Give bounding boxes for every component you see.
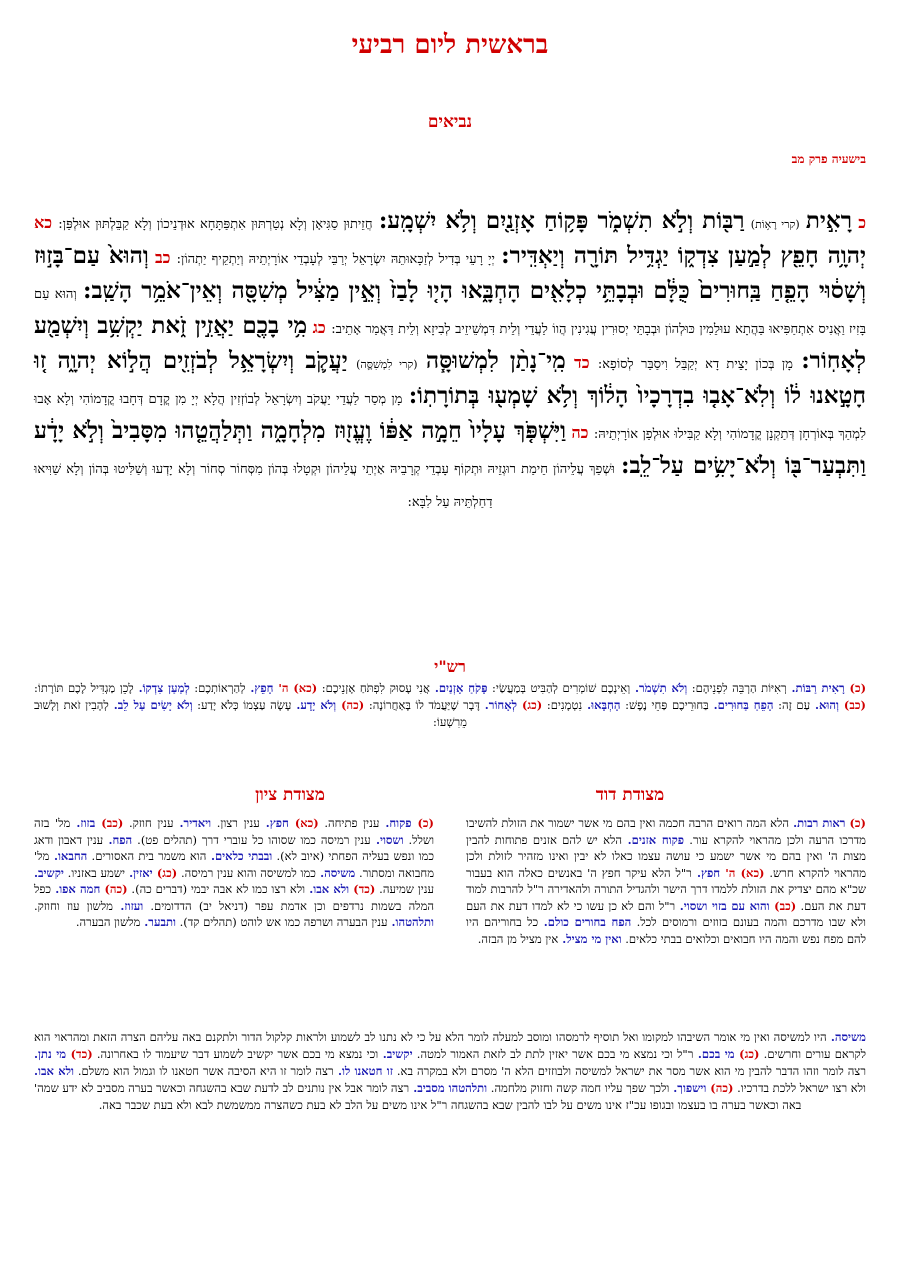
metzudat-david-entry — [478, 932, 622, 946]
entry-lemma: הפח בחורים כולם. — [538, 915, 632, 929]
entry-text: היו למשיסה ואין מי אומר השיבהו למקומו ואל תוסיף לרמסהו ומוסב למעלה לומר הלא על כי לא נתנו לב לשמוע ולראות קלקול הדור ולתקנם באה עליהם הצרה הזאת ומהראוי הוא לקראם עורים וחרשים. — [34, 1030, 866, 1061]
entry-lemma: חמה אפו. — [51, 882, 101, 896]
entry-number: (כא) ה' — [273, 681, 318, 695]
entry-number: (כג) — [152, 865, 178, 880]
entry-lemma: החבאו. — [49, 849, 88, 863]
verse-number: כג — [312, 318, 326, 337]
entry-lemma: ושסוי. — [370, 832, 404, 847]
verse-20 — [52, 207, 867, 234]
verse-text: מִ֥י בָכֶ֖ם יַאֲזִ֣ין זֹ֑את יַקְשִׁ֥ב וְיִשְׁמַ֖ע לְאָחֽוֹר: — [34, 312, 866, 374]
entry-text: ענין הבערה ושרפה כמו אש לוהט (תהלים קד). — [175, 915, 388, 929]
verse-text: יַעֲקֹ֛ב וְיִשְׂרָאֵ֥ל לְבֹזְזִ֖ים הֲל֣וֹא יְהוָ֑ה ז֚וּ חָטָ֣אנוּ ל֔וֹ וְלֹֽא־אָב֤וּ בִדְרָכָיו֙ הָל֔וֹךְ וְלֹ֥א שָׁמְע֖וּ בְּתוֹרָתֽוֹ: — [34, 347, 866, 409]
metzudat-tzion-entry — [123, 816, 211, 830]
entry-lemma: יקשיב. — [378, 1047, 413, 1061]
entry-lemma: לְמַעַן צִדְקוֹ. — [133, 681, 190, 695]
entry-number: (כד) — [349, 882, 376, 896]
entry-lemma: ועזוז. — [112, 898, 144, 913]
entry-text: לָכֵן מַגְדִּיל לָכֶם תּוֹרָתוֹ: — [34, 681, 134, 695]
qere-note: (קרי לִמְשִׁסָּ֛ה) — [356, 358, 418, 371]
entry-number: (כ) — [845, 816, 866, 830]
entry-lemma: פקוח אזנים. — [622, 832, 684, 847]
entry-lemma: ואין מי מציל. — [558, 931, 622, 946]
entry-lemma: והוא עם בזוי ושסוי. — [675, 898, 770, 913]
entry-text: ענין דאבון ודאג כמו ונפש בעליה הפחתי (איוב לא). — [34, 832, 434, 863]
entry-text: כל בחוריהם היו להם מפח נפש והמה היו חבואים וכלואים בבתי כלאים. — [466, 915, 866, 946]
entry-lemma: יאזין. — [124, 865, 153, 880]
entry-text: עַם זֶה: — [773, 698, 811, 712]
metzudat-tzion-entry — [87, 849, 272, 863]
verse-text: רָאִ֣ית — [805, 207, 852, 234]
metzudat-tzion-entry — [34, 899, 143, 913]
entry-text: ר"ל וכי נמצא מי בכם אשר יאזין לתת לב לזאת האמור למטה. — [412, 1047, 694, 1061]
verse-number: כה — [571, 423, 589, 442]
metzudat-david-entry — [93, 1047, 413, 1061]
entry-lemma: ותלהטהו. — [387, 915, 434, 929]
entry-lemma: פקוח. — [379, 816, 412, 830]
metzudat-tzion-entry — [177, 866, 355, 880]
entry-number: (כה) — [336, 698, 365, 712]
entry-text: וְאֵינְכֶם שׁוֹמְרִים לְהַבִּיט בְּמַעֲשַׂי: — [487, 681, 631, 695]
entry-lemma: יקשיב. — [34, 865, 64, 880]
metzudat-david-continuation — [34, 1029, 866, 1114]
entry-lemma: ולא אבו. — [34, 1064, 74, 1078]
targum-text: וְהוּא עַם בָּזִיז וַאֲנִיס אִתְחַפִּיאוּ בַּהֲתָא עוּלֵמִין כּוּלְהוֹן וּבְבָתֵּי יְסוּרִין עֲגִינִין הֲווֹ לַעֲדֵי וְלֵית דִּמְשֵׁיזֵיב לְבִיזָא וְלֵית דַּאֲמַר אָתֵיב: — [34, 287, 866, 337]
entry-number: (כא) — [288, 816, 319, 830]
metzudat-tzion-entry — [132, 833, 403, 847]
entry-text: בַּחוּרֵיכֶם פַּחֵי נֶפֶשׁ: — [620, 698, 709, 712]
entry-text: מל' בזה ושלל. — [34, 816, 435, 847]
metzudat-tzion-entry — [76, 915, 176, 929]
targum-text: מָן מְסַר לַעֲדֵי יַעֲקֹב וְיִשְׂרָאֵל לְבוֹזְזִין הֲלָא יְיָ מִן קֳדָם דְּחָבוּ קֳדָמוֹהִי וְלָא אָבוּ לִמְהַךְ בְּאוֹרְחָן דְּתַקְנָן קֳדָמוֹהִי וְלָא קַבִּילוּ אוּלְפַן אוֹרָיְתֵיהּ: — [34, 392, 866, 442]
entry-text: ישמע באזניו. — [63, 865, 125, 880]
metzudat-david-commentary — [466, 815, 866, 947]
rashi-title: רש"י — [434, 657, 466, 676]
entry-text: ענין רצון. — [211, 816, 260, 830]
metzudat-tzion-entry — [319, 816, 434, 830]
entry-text: הוא משמר בית האסורים. — [87, 849, 207, 863]
verse-number: כ — [858, 213, 867, 232]
entry-text: רצה לומר וזהו הדבר להבין מי הוא אשר מסר את ישראל למשיסה ולבוזזים הלא ה' מסרם ולא במקרה בא. — [392, 1064, 866, 1078]
entry-text: רְאִיּוֹת הַרְבֵּה לִפְנֵיהֶם: — [687, 681, 787, 695]
entry-number: (כד) — [66, 1047, 93, 1061]
entry-text: נִטְמָנִים: — [542, 698, 583, 712]
verse-number: כא — [34, 213, 53, 232]
entry-text: רצה לומר זו היא הסיבה אשר חטאנו לו וגמול הוא משלם. — [73, 1064, 334, 1078]
entry-lemma: ולא אבו. — [305, 882, 350, 896]
entry-lemma: ובבתי כלאים. — [206, 849, 273, 863]
entry-text: ולא רצו ישראל ללכת בדרכיו. — [733, 1081, 866, 1095]
entry-text: מלשון הבערה. — [75, 915, 141, 929]
rashi-commentary — [34, 680, 866, 731]
verse-text: וַיִּשְׁפֹּ֤ךְ עָלָיו֙ חֵמָ֣ה אַפּ֔וֹ וֶעֱז֖וּז מִלְחָמָ֑ה וַתְּלַהֲטֵ֤הוּ מִסָּבִיב֙ וְלֹ֣א יָדָ֔ע וַתִּבְעַר־בּ֖וֹ וְלֹא־יָשִׂ֥ים עַל־לֵֽב: — [34, 417, 866, 479]
verse-number: כד — [574, 353, 590, 372]
entry-lemma: וְהוּא. — [810, 698, 839, 712]
entry-lemma: וְלֹא תִשְׁמֹר. — [630, 681, 688, 695]
rashi-entry — [190, 681, 317, 695]
verse-text: מִֽי־נָתַ֨ן לִמְשׁוּסָּ֧ה — [425, 347, 566, 374]
rashi-entry — [620, 698, 773, 712]
metzudat-david-title: מצודת דוד — [595, 785, 665, 805]
entry-text: דָּבָר שֶׁיַּעֲמֹד לוֹ בָּאַחֲרוֹנָה: — [364, 698, 480, 712]
entry-lemma: חפץ. — [259, 816, 289, 830]
targum-text: וּשְׁפַךְ עֲלֵיהוֹן חֵימַת רוּגְזֵיהּ וּתְקוֹף עָבְדֵי קְרָבֵיהּ אַיְתֵי עֲלֵיהוֹן וּקְטָלוּ בְּהוֹן מִסְּחוֹר סְחוֹר וְלָא יָדְעוּ וְשַׁלִּיטוּ בְּהוֹן וְלָא שַׁוִּיאוּ דַחַלְתֵּיהּ עַל לִבָּא: — [34, 462, 615, 510]
verse-number: כב — [154, 248, 171, 267]
entry-number: (כב) — [838, 698, 866, 712]
entry-text: מלשון עוז וחוזק. — [34, 898, 113, 913]
entry-text: לְהַרְאוֹתְכֶם: — [189, 681, 246, 695]
entry-text: כמו למשיסה והוא ענין רמיסה. — [177, 865, 316, 880]
metzudat-david-entry — [74, 1064, 393, 1078]
page-title: בראשית ליום רביעי — [351, 30, 549, 60]
entry-text: ולא רצו כמו לא אבה יבמי (דברים כה). — [127, 882, 306, 896]
entry-text: ענין רמיסה כמו שסוהו כל עוברי דרך (תהלים פט). — [132, 832, 371, 847]
entry-text: מל' מחבואה ומסתור. — [34, 849, 435, 880]
entry-lemma: הפח. — [103, 832, 133, 847]
entry-lemma: ותלהטהו מסביב. — [409, 1081, 488, 1095]
entry-text: רצה לומר אבל אין נותנים לב לדעת שבא בהשגחה וכאשר בערה מסביב לא ידע שמה' באה וכאשר בערה בו בעצמו ובגופו עכ"ז אינו משים על לבו להבין שבא בהשגחה ר"ל אינו משים על הלב לא בעת כשהצרה ממשמשת לבא ולא בעת שכבר באה. — [34, 1081, 802, 1112]
entry-lemma: וְלֹא יָשִׂים עַל לֵב. — [108, 698, 193, 712]
rashi-entry — [193, 698, 365, 712]
entry-lemma: חפץ. — [691, 865, 721, 880]
metzudat-david-entry — [487, 1081, 733, 1095]
entry-text: ענין שמיעה. — [375, 882, 434, 896]
entry-text: הלא המה רואים הרבה חכמה ואין בהם מי אשר ישמור את הזולת להשיבו מדרכו הרעה ולכן מהראוי להקרא עור. — [466, 816, 866, 847]
rashi-entry — [487, 681, 687, 695]
rashi-entry — [542, 698, 620, 712]
entry-number: (כ) — [844, 681, 867, 695]
entry-number: (כב) — [769, 898, 797, 913]
section-title: נביאים — [427, 112, 473, 132]
metzudat-david-entry — [413, 1047, 760, 1061]
scripture-text — [34, 205, 866, 518]
chapter-label: בישעיה פרק מב — [791, 152, 866, 166]
metzudat-tzion-entry — [176, 915, 434, 929]
entry-number: (כב) — [95, 816, 124, 830]
entry-text: כפל המלה בשמות נרדפים וכן אדמת עפר (דניאל יב) הדדומים. — [34, 882, 434, 913]
entry-text: אֲנִי עָסוּק לִפְתֹּחַ אָזְנֵיכֶם: — [317, 681, 430, 695]
entry-lemma: ראות רבות. — [789, 816, 846, 830]
entry-lemma: פָּקֹחַ אָזְנַיִם. — [429, 681, 488, 695]
entry-text: לְהָבִין זֹאת וְלָשׁוּב מֵרִשְׁעוֹ: — [34, 698, 467, 729]
verse-text: רַבּ֖וֹת וְלֹ֣א תִשְׁמֹ֑ר פָּק֥וֹחַ אָזְנַ֖יִם וְלֹ֥א יִשְׁמָֽע: — [378, 207, 745, 234]
entry-number: (כג) — [516, 698, 543, 712]
entry-text: ולכך שפך עליו חמה קשה וחזוק מלחמה. — [487, 1081, 670, 1095]
rashi-entry — [317, 681, 487, 695]
entry-text: ענין פתיחה. — [318, 816, 380, 830]
entry-text: אין מציל מן הבזה. — [477, 931, 559, 946]
targum-text: יְיָ רָעֵי בְּדִיל לְזַכָּאוּתֵהּ יִשְׂרָאֵל יְרַבֵּי לְעָבְדֵי אוֹרָיְתֵיהּ וְיַתְקֵיף יַתְהוֹן: — [176, 252, 495, 267]
entry-number: (כ) — [411, 816, 434, 830]
entry-number: (כה) — [706, 1081, 734, 1095]
rashi-entry — [773, 698, 866, 712]
entry-number: (כא) ה' — [720, 865, 765, 880]
metzudat-tzion-commentary — [34, 815, 434, 931]
verse-text: וְהוּא֙ עַם־בָּז֣וּז וְשָׁס֔וּי הָפֵ֤חַ בַּֽחוּרִים֙ כֻּלָּ֔ם וּבְבָתֵּ֥י כְלָאִ֖ים הָחְבָּ֑אוּ הָי֤וּ לָבַז֙ וְאֵ֣ין מַצִּ֔יל מְשִׁסָּ֖ה וְאֵין־אֹמֵ֥ר הָשַֽׁב: — [34, 242, 866, 304]
metzudat-tzion-entry — [128, 882, 376, 896]
entry-lemma: הָחְבָּאוּ. — [582, 698, 621, 712]
metzudat-tzion-entry — [64, 866, 177, 880]
entry-lemma: זו חטאנו לו. — [333, 1064, 393, 1078]
entry-lemma: חָפֵץ. — [245, 681, 274, 695]
targum-text: חֲזֵיתוּן סַגִּיאָן וְלָא נְטַרְתּוּן אִתְפַּתָּחָא אוּדְנֵיכוֹן וְלָא קַבֵּלְתּוּן אוּלְפַּן: — [58, 217, 373, 232]
rashi-entry — [34, 681, 190, 695]
entry-lemma: מי בכם. — [693, 1047, 735, 1061]
entry-lemma: מי נתן. — [34, 1047, 67, 1061]
entry-lemma: הָפֵחַ בַּחוּרִים. — [708, 698, 774, 712]
entry-number: (כג) — [734, 1047, 760, 1061]
entry-lemma: משיסה. — [315, 865, 356, 880]
verse-text: יְהוָ֥ה חָפֵ֖ץ לְמַ֣עַן צִדְק֑וֹ יַגְדִּ֥יל תּוֹרָ֖ה וְיַאְדִּֽיר: — [501, 242, 867, 269]
rashi-entry — [364, 698, 542, 712]
entry-lemma: וישפוך. — [669, 1081, 707, 1095]
entry-lemma: לְאָחוֹר. — [479, 698, 517, 712]
entry-text: וכי נמצא מי בכם אשר יקשיב לשמוע דבר שיעמוד לו באחרונה. — [92, 1047, 379, 1061]
entry-lemma: בזוז. — [70, 816, 96, 830]
entry-lemma: וְלֹא יָדָע. — [291, 698, 337, 712]
metzudat-tzion-title: מצודת ציון — [255, 785, 325, 805]
targum-text: מָן בְּכוֹן יָצֵית דָא יְקַבֵּל וִיסַבַּר לְסוֹפָא: — [597, 357, 793, 372]
entry-lemma: ויאדיר. — [173, 816, 212, 830]
entry-text: ר"ל והם לא כן עשו כי לא למדו דעת את העם ולא שבו מדרכם והמה בעונם בזוזים ורמוסים לכל. — [466, 898, 866, 929]
entry-text: הלא יש להם אזנים פתוחות להבין מצות ה' ואין בהם מי אשר ישמע כי עושה עצמו כאלו לא יבין ואינו מזהיר לזולת ולכן מהראוי להקרא חרש. — [466, 832, 867, 880]
entry-text: ענין חוזק. — [123, 816, 174, 830]
entry-text: ר"ל הלא עיקר חפץ ה' באנשים כאלה הוא בעבור שכ"א מהם יצדיק את הזולת ללמדו דרך הישר ולהגדיל התורה ולהאדירה ר"ל להרבות למוד דעת את העם. — [466, 865, 867, 913]
entry-text: עָשָׂה עַצְמוֹ כְּלֹא יָדַע: — [192, 698, 292, 712]
metzudat-tzion-entry — [211, 816, 319, 830]
entry-lemma: משיסה. — [826, 1030, 866, 1044]
rashi-entry — [687, 681, 866, 695]
entry-lemma: רָאִית רַבּוֹת. — [786, 681, 845, 695]
qere-note: (קרי רָא֥וֹת) — [750, 218, 800, 231]
entry-lemma: ותבער. — [140, 915, 176, 929]
entry-number: (כה) — [100, 882, 128, 896]
